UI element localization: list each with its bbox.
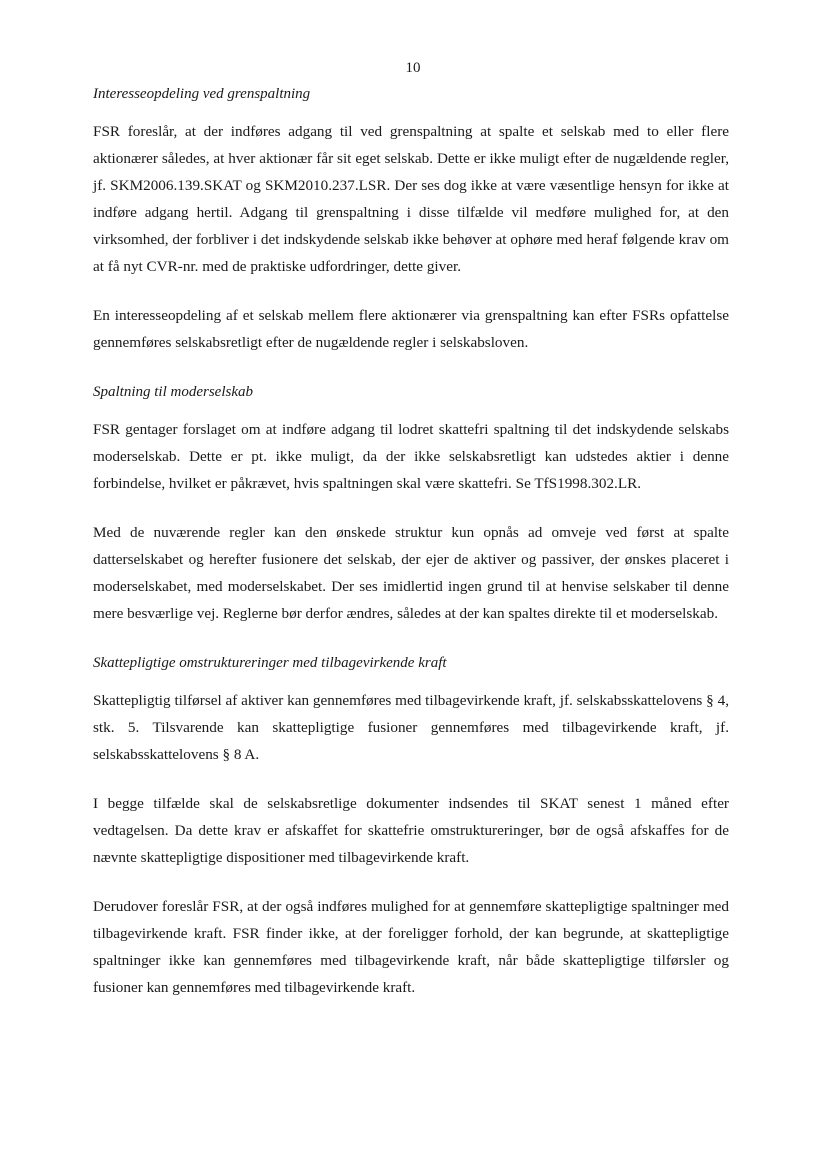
body-paragraph: FSR foreslår, at der indføres adgang til ved grenspaltning at spalte et selskab med to eller flere aktionærer således, at hver aktionær får sit eget selskab. Dette er ikke muligt efter de nugældende regler, jf. SKM2006.139.SKAT og SKM2010.237.LSR. Der ses dog ikke at være væsentlige hensyn for ikke at indføre adgang hertil. Adgang til grenspaltning i disse tilfælde vil medføre mulighed for, at den virksomhed, der forbliver i det indskydende selskab ikke behøver at ophøre med heraf følgende krav om at få nyt CVR-nr. med de praktiske udfordringer, dette giver. xyxy=(93,123,729,275)
section-heading: Interesseopdeling ved grenspaltning xyxy=(93,86,311,102)
body-paragraph: Med de nuværende regler kan den ønskede struktur kun opnås ad omveje ved først at spalte datterselskabet og herefter fusionere det selskab, der ejer de aktiver og passiver, der ønskes placeret i moderselskabet, med moderselskabet. Der ses imidlertid ingen grund til at henvise selskaber til denne mere besværlige vej. Reglerne bør derfor ændres, således at der kan spaltes direkte til et moderselskab. xyxy=(93,524,729,622)
section-heading: Skattepligtige omstruktureringer med tilbagevirkende kraft xyxy=(93,655,447,671)
section-heading: Spaltning til moderselskab xyxy=(93,384,253,400)
body-paragraph: En interesseopdeling af et selskab mellem flere aktionærer via grenspaltning kan efter FSRs opfattelse gennemføres selskabsretligt efter de nugældende regler i selskabsloven. xyxy=(93,307,729,351)
page-number: 10 xyxy=(405,60,421,76)
body-paragraph: I begge tilfælde skal de selskabsretlige dokumenter indsendes til SKAT senest 1 måned efter vedtagelsen. Da dette krav er afskaffet for skattefrie omstruktureringer, bør de også afskaffes for de nævnte skattepligtige dispositioner med tilbagevirkende kraft. xyxy=(93,795,729,866)
document-body xyxy=(93,84,729,1001)
body-paragraph: Skattepligtig tilførsel af aktiver kan gennemføres med tilbagevirkende kraft, jf. selskabsskattelovens § 4, stk. 5. Tilsvarende kan skattepligtige fusioner gennemføres med tilbagevirkende kraft, jf. selskabsskattelovens § 8 A. xyxy=(93,692,729,763)
body-paragraph: FSR gentager forslaget om at indføre adgang til lodret skattefri spaltning til det indskydende selskabs moderselskab. Dette er pt. ikke muligt, da der ikke selskabsretligt kan udstedes aktier i denne forbindelse, hvilket er påkrævet, hvis spaltningen skal være skattefri. Se TfS1998.302.LR. xyxy=(93,421,729,492)
body-paragraph: Derudover foreslår FSR, at der også indføres mulighed for at gennemføre skattepligtige spaltninger med tilbagevirkende kraft. FSR finder ikke, at der foreligger forhold, der kan begrunde, at skattepligtige spaltninger ikke kan gennemføres med tilbagevirkende kraft, når både skattepligtige tilførsler og fusioner kan gennemføres med tilbagevirkende kraft. xyxy=(93,898,729,996)
